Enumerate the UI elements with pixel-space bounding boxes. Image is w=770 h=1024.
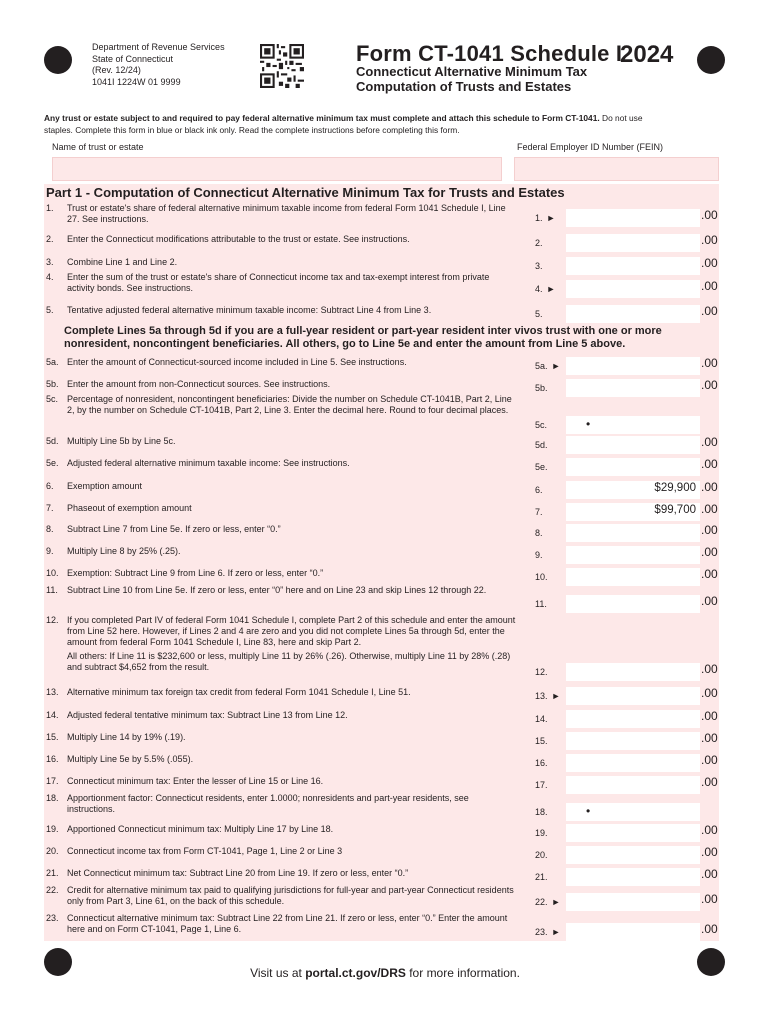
line-ref-number: 5b.	[535, 383, 548, 393]
line-reference	[535, 758, 548, 769]
line-text: Exemption: Subtract Line 9 from Line 6. If zero or less, enter “0.”	[67, 568, 324, 578]
line-description	[67, 234, 517, 245]
cents-suffix: .00	[701, 731, 718, 745]
line-text: Enter the Connecticut modifications attributable to the trust or estate. See instructions.	[67, 234, 410, 244]
arrow-right-icon: ►	[551, 691, 561, 701]
line-reference	[535, 507, 543, 518]
line-text: Enter the sum of the trust or estate's share of Connecticut income tax and tax-exempt interest from private activity bonds. See instructions.	[67, 272, 490, 293]
amount-input[interactable]	[566, 257, 700, 275]
amount-input[interactable]	[566, 923, 700, 941]
line-text: Apportionment factor: Connecticut residents, enter 1.0000; nonresidents and part-year residents, see instructions.	[67, 793, 469, 814]
line-text: Connecticut income tax from Form CT-1041, Page 1, Line 2 or Line 3	[67, 846, 343, 856]
line-reference	[535, 780, 548, 791]
line-ref-number: 1.	[535, 213, 543, 223]
line-description	[67, 481, 517, 492]
line-number: 5c.	[46, 394, 59, 404]
line-description	[67, 257, 517, 268]
line-number: 7.	[46, 503, 54, 513]
amount-input[interactable]	[566, 663, 700, 681]
amount-input[interactable]	[566, 280, 700, 298]
intro-bold-text: Any trust or estate subject to and required to pay federal alternative minimum tax must complete and attach this schedule to Form CT-1041.	[44, 113, 600, 123]
registration-mark-top-left	[44, 46, 72, 74]
cents-suffix: .00	[701, 304, 718, 318]
line-description	[67, 568, 517, 579]
line-reference	[535, 528, 543, 539]
line-number: 9.	[46, 546, 54, 556]
arrow-right-icon: ►	[551, 897, 561, 907]
arrow-right-icon: ►	[546, 213, 556, 223]
line-text: Credit for alternative minimum tax paid to qualifying jurisdictions for full-year and part-year Connecticut residents only from Part 3, Line 61, on the back of this schedule.	[67, 885, 514, 906]
line-number: 23.	[46, 913, 59, 923]
line-number: 5b.	[46, 379, 59, 389]
line-text: Multiply Line 5e by 5.5% (.055).	[67, 754, 194, 764]
footer-link[interactable]: portal.ct.gov/DRS	[305, 966, 406, 980]
line-number: 5a.	[46, 357, 59, 367]
form-title: Form CT-1041 Schedule I	[356, 41, 623, 66]
line-number: 10.	[46, 568, 59, 578]
line-description	[67, 615, 517, 673]
amount-input[interactable]	[566, 458, 700, 476]
line-description	[67, 776, 517, 787]
line-text: Enter the amount from non-Connecticut sources. See instructions.	[67, 379, 331, 389]
line-ref-number: 5c.	[535, 420, 548, 430]
amount-input[interactable]	[566, 379, 700, 397]
line-reference	[535, 736, 548, 747]
name-label: Name of trust or estate	[52, 142, 144, 152]
cents-suffix: .00	[701, 523, 718, 537]
line-text: Tentative adjusted federal alternative minimum taxable income: Subtract Line 4 from Line 3.	[67, 305, 432, 315]
cents-suffix: .00	[701, 775, 718, 789]
amount-input[interactable]	[566, 595, 700, 613]
line-text: Multiply Line 14 by 19% (.19).	[67, 732, 186, 742]
amount-input[interactable]	[566, 546, 700, 564]
intro-text-2: staples. Complete this form in blue or black ink only. Read the complete instructions before completing this form.	[44, 124, 460, 135]
form-code: 1041I 1224W 01 9999	[92, 76, 181, 87]
line-number: 15.	[46, 732, 59, 742]
cents-suffix: .00	[701, 662, 718, 676]
line-text: Exemption amount	[67, 481, 143, 491]
line-ref-number: 8.	[535, 528, 543, 538]
department-name: Department of Revenue Services	[92, 42, 225, 52]
line-reference	[535, 828, 548, 839]
tax-year: 2024	[620, 41, 674, 68]
amount-input[interactable]	[566, 846, 700, 864]
amount-input[interactable]	[566, 503, 700, 521]
amount-input[interactable]	[566, 568, 700, 586]
line-text-extra: All others: If Line 11 is $232,600 or less, multiply Line 11 by 26% (.26). Otherwise, multiply Line 11 by 28% (.28) and subtract $4,652 from the result.	[67, 651, 511, 672]
line-ref-number: 12.	[535, 667, 548, 677]
line-reference	[535, 238, 543, 249]
cents-suffix: .00	[701, 233, 718, 247]
line-ref-number: 23.	[535, 927, 548, 937]
line-text: Apportioned Connecticut minimum tax: Multiply Line 17 by Line 18.	[67, 824, 334, 834]
line-description	[67, 394, 517, 416]
revision-date: (Rev. 12/24)	[92, 65, 141, 75]
fein-label: Federal Employer ID Number (FEIN)	[517, 142, 664, 152]
amount-input[interactable]	[566, 803, 700, 821]
amount-input[interactable]	[566, 524, 700, 542]
amount-input[interactable]	[566, 357, 700, 375]
line-text: Connecticut alternative minimum tax: Subtract Line 22 from Line 21. If zero or less, enter “0.” Enter the amount here and on Form CT-1041, Page 1, Line 6.	[67, 913, 508, 934]
cents-suffix: .00	[701, 892, 718, 906]
name-field[interactable]	[52, 157, 502, 181]
line-ref-number: 5e.	[535, 462, 548, 472]
cents-suffix: .00	[701, 709, 718, 723]
line-reference	[535, 599, 547, 610]
line-text: Multiply Line 8 by 25% (.25).	[67, 546, 181, 556]
registration-mark-top-right	[697, 46, 725, 74]
amount-input[interactable]	[566, 776, 700, 794]
line-description	[67, 710, 517, 721]
amount-input[interactable]	[566, 893, 700, 911]
amount-input[interactable]	[566, 305, 700, 323]
line-ref-number: 3.	[535, 261, 543, 271]
line-ref-number: 10.	[535, 572, 548, 582]
line-number: 6.	[46, 481, 54, 491]
line-number: 14.	[46, 710, 59, 720]
line-description	[67, 846, 517, 857]
amount-input[interactable]	[566, 209, 700, 227]
line-description	[67, 503, 517, 514]
line-reference	[535, 420, 547, 431]
line-text: Phaseout of exemption amount	[67, 503, 192, 513]
form-subtitle-2: Computation of Trusts and Estates	[356, 79, 572, 94]
cents-suffix: .00	[701, 457, 718, 471]
cents-suffix: .00	[701, 823, 718, 837]
amount-input[interactable]	[566, 710, 700, 728]
line-text: Enter the amount of Connecticut-sourced income included in Line 5. See instructions.	[67, 357, 407, 367]
line-description	[67, 687, 517, 698]
line-reference	[535, 383, 548, 394]
amount-input[interactable]	[566, 234, 700, 252]
line-reference	[535, 872, 548, 883]
line-number: 5d.	[46, 436, 59, 446]
line-ref-number: 16.	[535, 758, 548, 768]
line-text: Adjusted federal tentative minimum tax: Subtract Line 13 from Line 12.	[67, 710, 348, 720]
line-text: Trust or estate's share of federal alternative minimum taxable income from federal Form 1041 Schedule I, Line 27. See instructions.	[67, 203, 506, 224]
cents-suffix: .00	[701, 279, 718, 293]
preset-amount: $99,700	[654, 504, 696, 516]
line-reference	[535, 485, 543, 496]
amount-input[interactable]	[566, 732, 700, 750]
footer	[0, 966, 770, 980]
line-description	[67, 357, 517, 368]
line-ref-number: 22.	[535, 897, 548, 907]
line-reference	[535, 462, 548, 473]
line-number: 16.	[46, 754, 59, 764]
line-reference	[535, 572, 548, 583]
line-text: Net Connecticut minimum tax: Subtract Line 20 from Line 19. If zero or less, enter “0.”	[67, 868, 409, 878]
cents-suffix: .00	[701, 594, 718, 608]
line-ref-number: 21.	[535, 872, 548, 882]
line-description	[67, 203, 517, 225]
line-number: 19.	[46, 824, 59, 834]
line-description	[67, 524, 517, 535]
line-number: 2.	[46, 234, 54, 244]
line-number: 5e.	[46, 458, 59, 468]
qr-code-icon	[260, 44, 304, 88]
line-reference	[535, 550, 543, 561]
line-description	[67, 754, 517, 765]
line-description	[67, 868, 517, 879]
cents-suffix: .00	[701, 545, 718, 559]
line-reference	[535, 927, 560, 938]
footer-post: for more information.	[405, 966, 520, 980]
line-number: 20.	[46, 846, 59, 856]
line-ref-number: 9.	[535, 550, 543, 560]
line-ref-number: 13.	[535, 691, 548, 701]
line-description	[67, 585, 517, 596]
cents-suffix: .00	[701, 256, 718, 270]
line-ref-number: 11.	[535, 599, 547, 609]
line-description	[67, 272, 517, 294]
line-ref-number: 15.	[535, 736, 548, 746]
line-reference	[535, 261, 543, 272]
line-text: Connecticut minimum tax: Enter the lesser of Line 15 or Line 16.	[67, 776, 324, 786]
line-number: 21.	[46, 868, 59, 878]
cents-suffix: .00	[701, 435, 718, 449]
line-description	[67, 732, 517, 743]
intro-text-1: Do not use	[599, 113, 643, 123]
amount-input[interactable]	[566, 687, 700, 705]
state-name: State of Connecticut	[92, 53, 174, 64]
line-description	[67, 379, 517, 390]
decimal-point: •	[586, 417, 591, 431]
line-reference	[535, 897, 560, 908]
line-ref-number: 4.	[535, 284, 543, 294]
line-ref-number: 17.	[535, 780, 548, 790]
line-number: 11.	[46, 585, 58, 595]
agency-block	[92, 42, 225, 88]
fein-field[interactable]	[514, 157, 719, 181]
line-number: 4.	[46, 272, 54, 282]
line-description	[67, 885, 517, 907]
footer-pre: Visit us at	[250, 966, 306, 980]
line-reference	[535, 850, 548, 861]
line-text: Multiply Line 5b by Line 5c.	[67, 436, 176, 446]
line-description	[67, 913, 517, 935]
line-ref-number: 6.	[535, 485, 543, 495]
amount-input[interactable]	[566, 481, 700, 499]
line-reference	[535, 361, 560, 372]
decimal-point: •	[586, 804, 591, 818]
arrow-right-icon: ►	[551, 927, 561, 937]
instructions-intro	[44, 113, 734, 136]
line-number: 8.	[46, 524, 54, 534]
cents-suffix: .00	[701, 356, 718, 370]
amount-input[interactable]	[566, 868, 700, 886]
line-ref-number: 5d.	[535, 440, 548, 450]
preset-amount: $29,900	[654, 482, 696, 494]
line-reference	[535, 714, 548, 725]
cents-suffix: .00	[701, 922, 718, 936]
arrow-right-icon: ►	[546, 284, 556, 294]
line-text: Combine Line 1 and Line 2.	[67, 257, 178, 267]
line-description	[67, 436, 517, 447]
amount-input[interactable]	[566, 436, 700, 454]
residency-notice: Complete Lines 5a through 5d if you are a full-year resident or part-year resident inter vivos trust with one or more nonresident, noncontingent beneficiaries. All others, go to Line 5e and enter the amount from Line 5 above.	[64, 325, 662, 350]
amount-input[interactable]	[566, 824, 700, 842]
line-number: 18.	[46, 793, 59, 803]
cents-suffix: .00	[701, 480, 718, 494]
cents-suffix: .00	[701, 567, 718, 581]
line-ref-number: 5a.	[535, 361, 548, 371]
line-ref-number: 5.	[535, 309, 543, 319]
line-description	[67, 824, 517, 835]
line-number: 17.	[46, 776, 59, 786]
line-description	[67, 305, 517, 316]
line-number: 5.	[46, 305, 54, 315]
line-description	[67, 546, 517, 557]
cents-suffix: .00	[701, 845, 718, 859]
form-subtitle-1: Connecticut Alternative Minimum Tax	[356, 64, 588, 79]
line-text: Percentage of nonresident, noncontingent beneficiaries: Divide the number on Schedule CT-1041B, Part 2, Line 2, by the number on Schedule CT-1041B, Part 2, Line 3. Enter the decimal here. Round to four decimal places.	[67, 394, 512, 415]
line-text: Subtract Line 7 from Line 5e. If zero or less, enter “0.”	[67, 524, 281, 534]
line-ref-number: 7.	[535, 507, 543, 517]
line-number: 3.	[46, 257, 54, 267]
cents-suffix: .00	[701, 378, 718, 392]
line-reference	[535, 284, 555, 295]
line-text: If you completed Part IV of federal Form 1041 Schedule I, complete Part 2 of this schedule and enter the amount from Line 52 here. However, if Lines 2 and 4 are zero and you did not complete Lines 5a through 5d, enter the amount from federal Form 1041 Schedule I, Line 83, here and skip Part 2.	[67, 615, 516, 647]
arrow-right-icon: ►	[551, 361, 561, 371]
cents-suffix: .00	[701, 502, 718, 516]
line-number: 22.	[46, 885, 59, 895]
line-ref-number: 18.	[535, 807, 548, 817]
line-ref-number: 19.	[535, 828, 548, 838]
line-ref-number: 20.	[535, 850, 548, 860]
line-reference	[535, 691, 560, 702]
line-ref-number: 2.	[535, 238, 543, 248]
line-reference	[535, 807, 548, 818]
line-description	[67, 458, 517, 469]
line-number: 13.	[46, 687, 59, 697]
line-description	[67, 793, 517, 815]
line-ref-number: 14.	[535, 714, 548, 724]
cents-suffix: .00	[701, 867, 718, 881]
part1-title: Part 1 - Computation of Connecticut Alternative Minimum Tax for Trusts and Estates	[46, 185, 565, 200]
line-reference	[535, 667, 548, 678]
line-number: 12.	[46, 615, 59, 625]
line-text: Alternative minimum tax foreign tax credit from federal Form 1041 Schedule I, Line 51.	[67, 687, 411, 697]
line-reference	[535, 213, 555, 224]
line-text: Subtract Line 10 from Line 5e. If zero or less, enter “0” here and on Line 23 and skip Lines 12 through 22.	[67, 585, 487, 595]
amount-input[interactable]	[566, 754, 700, 772]
cents-suffix: .00	[701, 208, 718, 222]
cents-suffix: .00	[701, 686, 718, 700]
line-reference	[535, 309, 543, 320]
cents-suffix: .00	[701, 753, 718, 767]
line-text: Adjusted federal alternative minimum taxable income: See instructions.	[67, 458, 350, 468]
line-number: 1.	[46, 203, 54, 213]
line-reference	[535, 440, 548, 451]
amount-input[interactable]	[566, 416, 700, 434]
